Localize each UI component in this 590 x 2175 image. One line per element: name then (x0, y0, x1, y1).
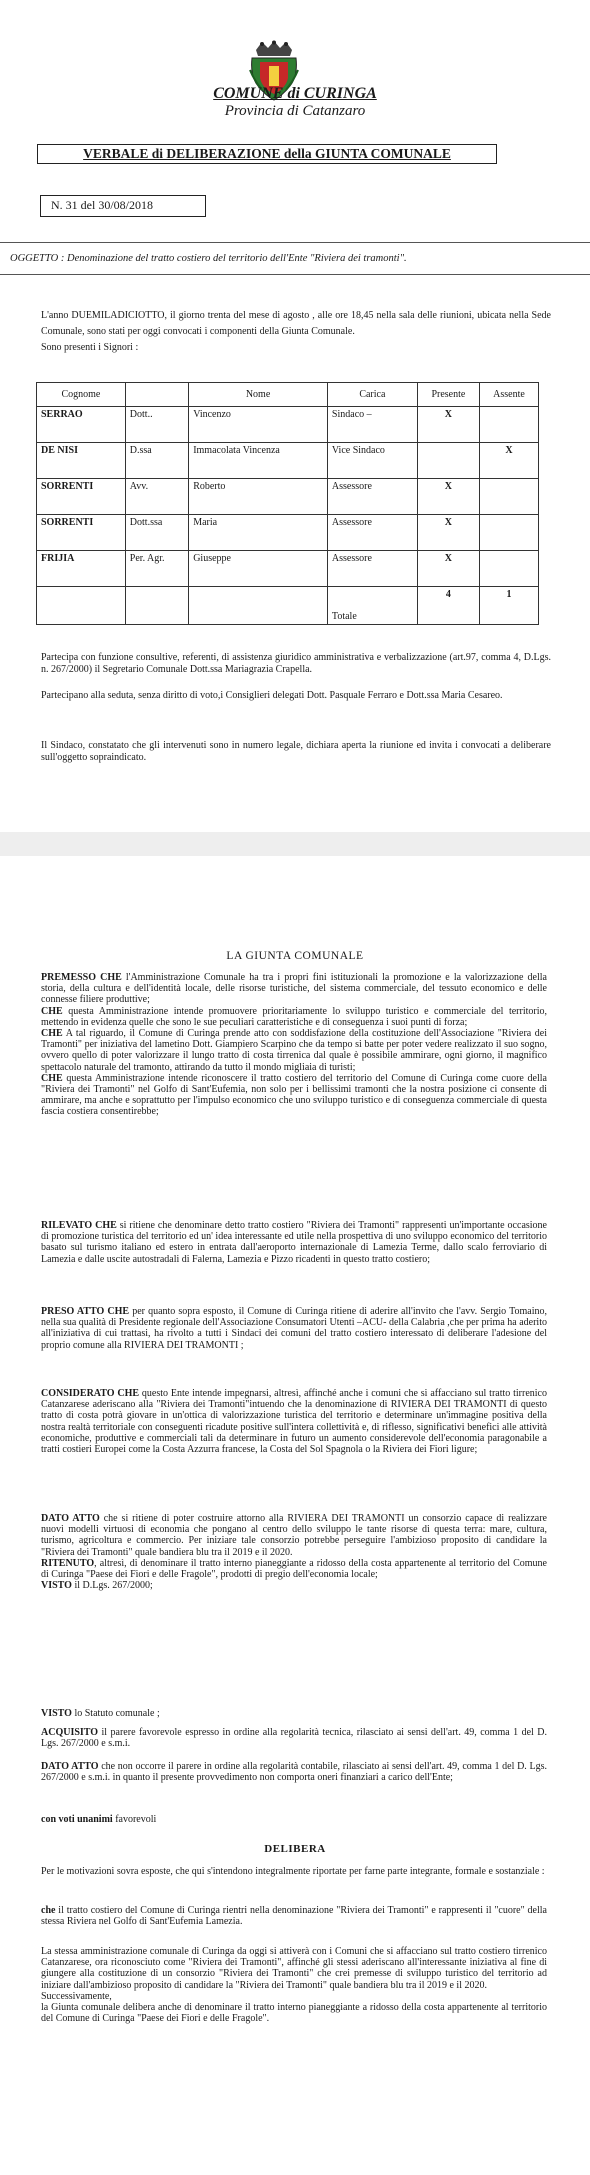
considerato-paragraph: CONSIDERATO CHE questo Ente intende impegnarsi, altresì, affinché anche i comuni che si affacciano sul tratto tirrenico Catanzarese aderiscano alla "Riviera dei Tramonti"intuendo che la denominazione di RIVIERA DEI TRAMONTI di questo tratto di costa potrà giovare in un'ottica di valorizzazione turistica del territorio e determinare un'immagine positiva della nostra realtà territoriale con conseguenti ricadute positive sull'intera collettività e, di riflesso, significativi benefici alle attività economiche, produttive e commerciali tali da determinare in futuro un aumento considerevole dell'economia paragonabile a tratti costieri Europei come la Costa Azzurra francese, la Costa del Sol Spagnola o la Riviera dei Fiori ligure; (41, 1388, 547, 1456)
present-label: Sono presenti i Signori : (41, 342, 139, 353)
table-row: DE NISI D.ssa Immacolata Vincenza Vice Sindaco X (37, 443, 539, 479)
intro-paragraph: L'anno DUEMILADICIOTTO, il giorno trenta del mese di agosto , alle ore 18,45 nella sala delle riunioni, ubicata nella Sede Comunale, sono stati per oggi convocati i componenti della Giunta Comunale. Sono presenti i Signori : (41, 310, 551, 353)
quorum-paragraph: Il Sindaco, constatato che gli intervenuti sono in numero legale, dichiara aperta la riunione ed invita i convocati a deliberare sull'oggetto sopraindicato. (41, 740, 551, 763)
table-total-row (37, 587, 539, 625)
dato-atto-contabile-paragraph: DATO ATTO che non occorre il parere in ordine alla regolarità contabile, rilasciato ai sensi dell'art. 49, comma 1 del D. Lgs. 267/2000 e s.m.i. in quanto il presente provvedimento non comporta oneri finanziari a carico dell'Ente; (41, 1761, 547, 1784)
col-presente: Presente (417, 383, 479, 407)
col-carica: Carica (327, 383, 417, 407)
voti-paragraph: con voti unanimi favorevoli (41, 1814, 157, 1825)
visto-statuto-paragraph: VISTO lo Statuto comunale ; (41, 1708, 160, 1719)
subject-line: OGGETTO : Denominazione del tratto costiero del territorio dell'Ente "Riviera dei tramonti". (0, 242, 590, 275)
acquisito-paragraph: ACQUISITO il parere favorevole espresso in ordine alla regolarità tecnica, rilasciato ai sensi dell'art. 49, comma 1 del D. Lgs. 267/2000 e s.m.i. (41, 1727, 547, 1750)
document-title: VERBALE di DELIBERAZIONE della GIUNTA COMUNALE (37, 144, 497, 164)
delibera-consorzio-paragraph: La stessa amministrazione comunale di Curinga da oggi si attiverà con i Comuni che si affacciano sul tratto costiero tirrenico Catanzarese, ora riconosciuto come "Riviera dei Tramonti", affinché gli stessi aderiscano all'interessante iniziativa al fine di giungere alla costituzione di un consorzio "Riviera dei Tramonti" che crei premesse di sviluppo turistico del territorio ad iniziare dall'ambizioso proposito di candidare la "Riviera dei Tramonti" quale bandiera blu tra il 2019 e il 2020. Successivamente, la Giunta comunale delibera anche di denominare il tratto interno pianeggiante a ridosso della costa appartenente al territorio del Comune di Curinga "Paese dei Fiori e delle Fragole". (41, 1946, 547, 2025)
section-title: LA GIUNTA COMUNALE (226, 950, 364, 962)
table-header-row (37, 383, 539, 407)
councillors-paragraph: Partecipano alla seduta, senza diritto di voto,i Consiglieri delegati Dott. Pasquale Ferraro e Dott.ssa Maria Cesareo. (41, 690, 503, 701)
table-row: SORRENTI Avv. Roberto Assessore X (37, 479, 539, 515)
col-title (125, 383, 188, 407)
col-cognome: Cognome (37, 383, 126, 407)
provincia-name: Provincia di Catanzaro (224, 103, 366, 119)
table-row: FRIJIA Per. Agr. Giuseppe Assessore X (37, 551, 539, 587)
col-nome: Nome (189, 383, 328, 407)
rilevato-paragraph: RILEVATO CHE si ritiene che denominare detto tratto costiero "Riviera dei Tramonti" rappresenti un'importante occasione di promozione turistica del territorio ed un' idea interessante ed utile nella prospettiva di uno sviluppo economico del territorio basato sul turismo italiano ed estero in entrata dall'aeroporto internazionale di Lamezia Terme, dallo scalo ferroviario di Lamezia e dalle uscite autostradali di Falerna, Lamezia e Pizzo ricadenti in questo tratto costiero; (41, 1220, 547, 1265)
premesso-paragraph: PREMESSO CHE l'Amministrazione Comunale ha tra i propri fini istituzionali la promozione e la valorizzazione della storia, della cultura e dell'identità locale, delle risorse turistiche, del sistema commerciale, del tessuto economico e delle connesse filiere produttive; CHE questa Amministrazione intende promuovere prioritariamente lo sviluppo turistico e commerciale del territorio, mettendo in evidenza quelle che sono le sue peculiari caratteristiche e di conseguenza i suoi punti di forza; CHE A tal riguardo, il Comune di Curinga prende atto con soddisfazione della costituzione dell'Associazione "Riviera dei Tramonti" per iniziativa del lametino Dott. Giampiero Scarpino che da tempo si batte per poter vedere realizzato il suo sogno, ovvero quello di poter valorizzare il lungo tratto di costa tirrenica dal quale è possibile ammirare, ogni giorno, il magnifico spettacolo naturale del tramonto, attirando da tutto il mondo migliaia di turisti; CHE questa Amministrazione intende riconoscere il tratto costiero del territorio del Comune di Curinga come cuore della "Riviera dei Tramonti" nel Golfo di Sant'Eufemia, non solo per i bellissimi tramonti che la nostra posizione ci consente di ammirare, ma anche e soprattutto per l'impulso economico che uno sviluppo turistico e di conseguenza commerciale di questa fascia costiera consentirebbe; (41, 972, 547, 1118)
delibera-che-paragraph: che il tratto costiero del Comune di Curinga rientri nella denominazione "Riviera dei Tramonti" e rappresenti il "cuore" della stessa Riviera nel Golfo di Sant'Eufemia Lamezia. (41, 1905, 547, 1928)
total-present: 4 (417, 587, 479, 625)
total-label: Totale (327, 587, 417, 625)
preso-atto-paragraph: PRESO ATTO CHE per quanto sopra esposto, il Comune di Curinga ritiene di aderire all'invito che l'avv. Sergio Tomaino, nella sua qualità di Presidente regionale dell'Associazione Consumatori Utenti –ACU- della Calabria ,che per prima ha aderito all'iniziativa di cui trattasi, ha rivolto a tutti i Sindaci dei comuni del tratto costiero interessato di deliberare l'adesione del proprio comune alla RIVIERA DEI TRAMONTI ; (41, 1306, 547, 1351)
delibera-intro-paragraph: Per le motivazioni sovra esposte, che qui s'intendono integralmente riportate per farne parte integrante, formale e sostanziale : (41, 1866, 545, 1877)
table-row: SERRAO Dott.. Vincenzo Sindaco – X (37, 407, 539, 443)
delibera-title: DELIBERA (264, 1843, 326, 1855)
document-number: N. 31 del 30/08/2018 (40, 195, 206, 217)
comune-name: COMUNE di CURINGA (213, 85, 377, 102)
table-row: SORRENTI Dott.ssa Maria Assessore X (37, 515, 539, 551)
dato-atto-paragraph: DATO ATTO che si ritiene di poter costruire attorno alla RIVIERA DEI TRAMONTI un consorzio capace di realizzare nuovi modelli virtuosi di economia che pongano al centro dello sviluppo le tante risorse di questa terra: mare, cultura, turismo, agricoltura e commercio. Per iniziare tale consorzio potrebbe perseguire l'ambizioso proposito di candidare la "Riviera dei Tramonti" quale bandiera blu tra il 2019 e il 2020. RITENUTO, altresì, di denominare il tratto interno pianeggiante a ridosso della costa appartenente al territorio del Comune di Curinga "Paese dei Fiori e delle Fragole", prodotti di pregio dell'economia locale; VISTO il D.Lgs. 267/2000; (41, 1513, 547, 1592)
document-page-1 (0, 0, 590, 832)
secretary-paragraph: Partecipa con funzione consultive, referenti, di assistenza giuridico amministrativa e verbalizzazione (art.97, comma 4, D.Lgs. n. 267/2000) il Segretario Comunale Dott.ssa Mariagrazia Crapella. (41, 652, 551, 675)
attendance-table (36, 382, 539, 625)
total-absent: 1 (480, 587, 539, 625)
col-assente: Assente (480, 383, 539, 407)
